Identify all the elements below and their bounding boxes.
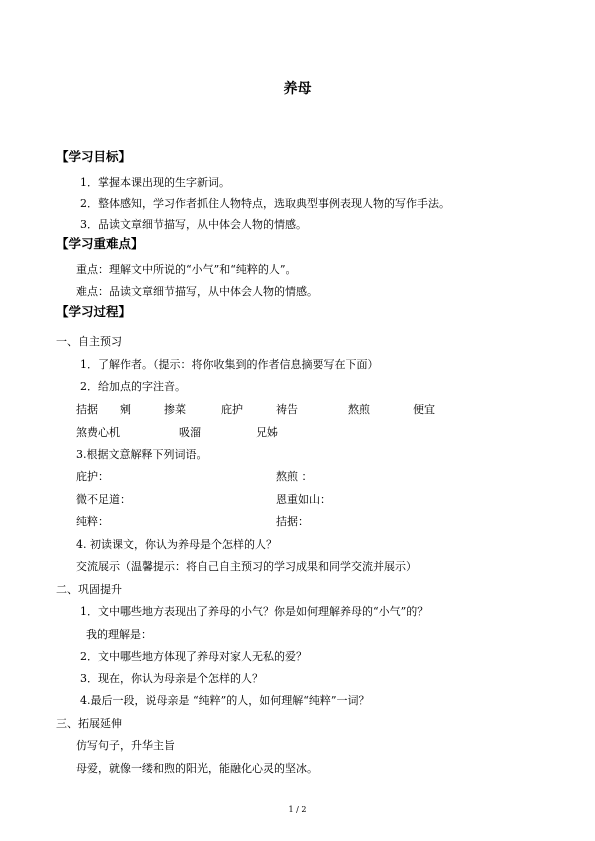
- goal-item-1: 1．掌握本课出现的生字新词。: [80, 176, 230, 189]
- pinyin-word: 煞费心机: [76, 426, 120, 439]
- part1-q2: 2．给加点的字注音。: [80, 380, 186, 393]
- pinyin-word: 庇护: [221, 403, 243, 416]
- goal-item-3: 3．品读文章细节描写，从中体会人物的情感。: [80, 218, 307, 231]
- pinyin-word: 兄姊: [256, 426, 278, 439]
- part1-title: 一、自主预习: [56, 335, 122, 348]
- definition-label: 熬煎 ：: [276, 470, 313, 483]
- definition-label: 恩重如山：: [276, 493, 331, 506]
- goal-item-2: 2．整体感知，学习作者抓住人物特点，选取典型事例表现人物的写作手法。: [80, 197, 450, 210]
- keypoint-difficulty: 难点：品读文章细节描写，从中体会人物的情感。: [76, 285, 318, 298]
- definition-label: 拮据：: [276, 515, 309, 528]
- pinyin-word: 剜: [120, 403, 131, 416]
- keypoints-heading: 【学习重难点】: [56, 236, 144, 251]
- pinyin-word: 祷告: [276, 403, 298, 416]
- keypoint-focus: 重点：理解文中所说的“小气”和“纯粹的人”。: [76, 263, 297, 276]
- part1-share: 交流展示（温馨提示：将自己自主预习的学习成果和同学交流并展示）: [76, 560, 417, 573]
- part1-q3: 3.根据文意解释下列词语。: [76, 448, 208, 461]
- definition-label: 微不足道：: [76, 493, 131, 506]
- pinyin-word: 熬煎: [348, 403, 370, 416]
- page-number: 1 / 2: [288, 805, 307, 814]
- definition-label: 庇护：: [76, 470, 109, 483]
- definition-label: 纯粹：: [76, 515, 109, 528]
- part1-q4: 4. 初读课文，你认为养母是个怎样的人？: [76, 538, 277, 551]
- goals-heading: 【学习目标】: [56, 149, 132, 164]
- part3-line2: 母爱，就像一缕和煦的阳光，能融化心灵的坚冰。: [76, 762, 318, 775]
- pinyin-word: 拮据: [76, 403, 98, 416]
- part2-q1-answer: 我的理解是：: [86, 628, 152, 641]
- pinyin-word: 掺菜: [164, 403, 186, 416]
- pinyin-word: 便宜: [413, 403, 435, 416]
- page-title: 养母: [283, 81, 312, 97]
- part2-q1: 1．文中哪些地方表现出了养母的小气？你是如何理解养母的“小气”的？: [80, 605, 429, 618]
- part2-q3: 3．现在，你认为母亲是个怎样的人？: [80, 672, 263, 685]
- part3-line1: 仿写句子，升华主旨: [76, 739, 175, 752]
- part2-q4: 4.最后一段，说母亲是 “纯粹”的人，如何理解“纯粹”一词？: [80, 694, 370, 707]
- part2-title: 二、巩固提升: [56, 583, 122, 596]
- part1-q1: 1．了解作者。（提示：将你收集到的作者信息摘要写在下面）: [80, 358, 379, 371]
- part2-q2: 2．文中哪些地方体现了养母对家人无私的爱？: [80, 650, 307, 663]
- process-heading: 【学习过程】: [56, 304, 132, 319]
- pinyin-word: 吸溜: [179, 426, 201, 439]
- part3-title: 三、拓展延伸: [56, 717, 122, 730]
